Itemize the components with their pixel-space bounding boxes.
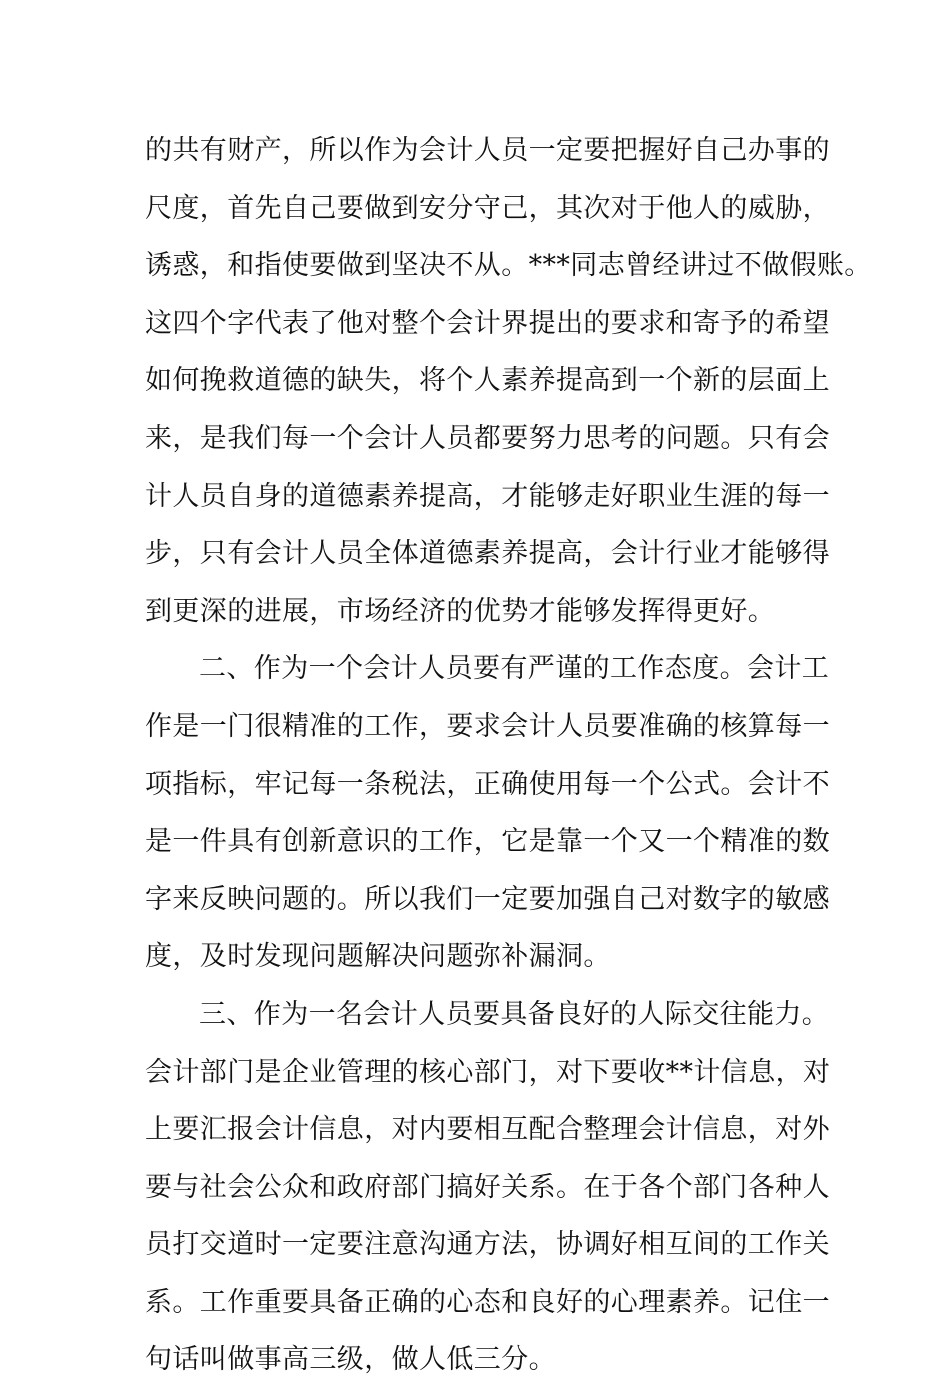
- text-line: 这四个字代表了他对整个会计界提出的要求和寄予的希望: [145, 307, 830, 339]
- text-line: 如何挽救道德的缺失，将个人素养提高到一个新的层面上: [145, 365, 830, 397]
- text-line: 的共有财产，所以作为会计人员一定要把握好自己办事的: [145, 135, 830, 166]
- text-line: 系。工作重要具备正确的心态和良好的心理素养。记住一: [145, 1286, 830, 1318]
- text-line: 项指标，牢记每一条税法，正确使用每一个公式。会计不: [145, 768, 830, 800]
- text-line: 字来反映问题的。所以我们一定要加强自己对数字的敏感: [145, 883, 830, 915]
- text-line: 诱惑，和指使要做到坚决不从。***同志曾经讲过不做假账。: [145, 250, 872, 282]
- text-line: 步，只有会计人员全体道德素养提高，会计行业才能够得: [145, 538, 830, 570]
- text-line: 要与社会公众和政府部门搞好关系。在于各个部门各种人: [145, 1171, 830, 1203]
- text-line: 来，是我们每一个会计人员都要努力思考的问题。只有会: [145, 422, 830, 454]
- text-line: 到更深的进展，市场经济的优势才能够发挥得更好。: [145, 595, 776, 627]
- paragraph-heading-two: 二、作为一个会计人员要有严谨的工作态度。会计工: [199, 653, 830, 685]
- text-line: 尺度，首先自己要做到安分守己，其次对于他人的威胁，: [145, 192, 830, 224]
- text-line: 度，及时发现问题解决问题弥补漏洞。: [145, 941, 611, 973]
- text-line: 上要汇报会计信息，对内要相互配合整理会计信息，对外: [145, 1114, 830, 1146]
- text-line: 是一件具有创新意识的工作，它是靠一个又一个精准的数: [145, 826, 830, 858]
- text-line: 计人员自身的道德素养提高，才能够走好职业生涯的每一: [145, 480, 830, 512]
- paragraph-heading-three: 三、作为一名会计人员要具备良好的人际交往能力。: [199, 998, 830, 1030]
- document-body: [145, 122, 872, 1389]
- text-line: 作是一门很精准的工作，要求会计人员要准确的核算每一: [145, 710, 830, 742]
- text-line: 会计部门是企业管理的核心部门，对下要收**计信息，对: [145, 1056, 831, 1088]
- text-line: 句话叫做事高三级，做人低三分。: [145, 1344, 556, 1376]
- text-line: 员打交道时一定要注意沟通方法，协调好相互间的工作关: [145, 1229, 830, 1261]
